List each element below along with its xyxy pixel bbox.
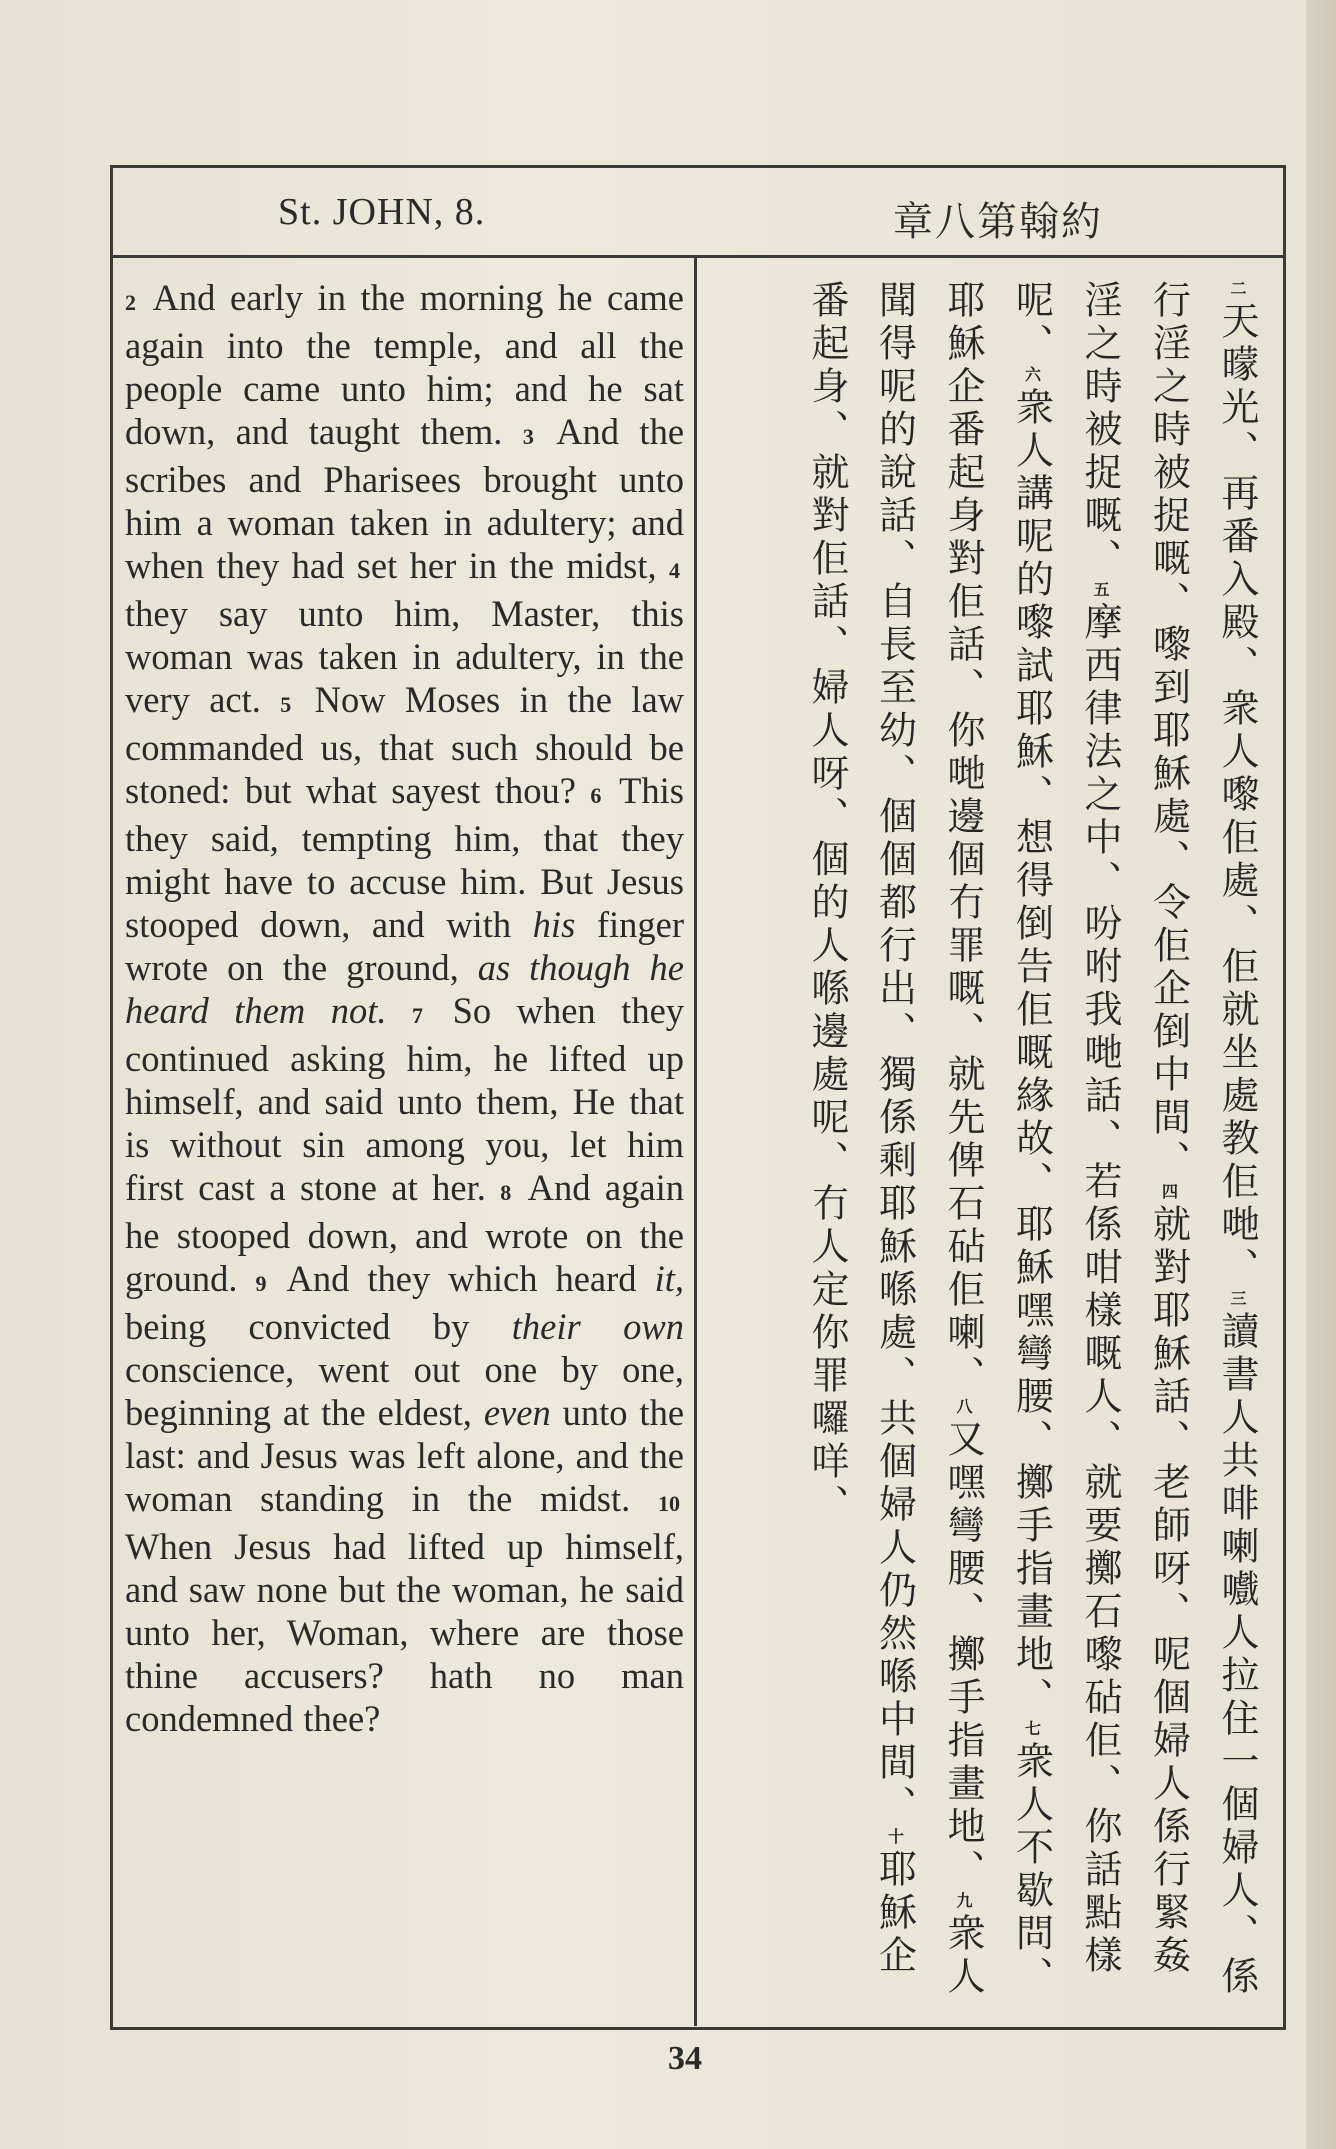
- cn-verse-number-5: 五: [1091, 581, 1110, 602]
- verse-6-italic-2: as though he heard them not.: [125, 947, 685, 1031]
- verse-9-italic-1: it,: [654, 1258, 684, 1299]
- verse-3: And the scribes and Pharisees brought unto him a woman taken in adultery; and when they had set her in the midst,: [125, 411, 685, 586]
- cn-verse-2: 天曚光、再番入殿、衆人嚟佢處、佢就坐處教佢哋、: [1215, 301, 1259, 1290]
- cn-verse-3: 讀書人共啡喇嚱人拉住一個婦人、係行淫之時被捉嘅、嚟到耶穌處、令佢企倒中間、: [1146, 280, 1259, 1999]
- cn-verse-4: 就對耶穌話、老師呀、呢個婦人係行緊姦淫之時被捉嘅、: [1078, 280, 1191, 1978]
- verse-9-part-c: conscience, went out one by one, beginning at the eldest,: [125, 1349, 684, 1433]
- verse-4: they say unto him, Master, this woman was taken in adultery, in the very act.: [125, 593, 684, 720]
- verse-2: And early in the morning he came again into the temple, and all the people came unto him; and he sat down, and taught them.: [125, 277, 684, 452]
- verse-number-3: 3: [522, 424, 534, 449]
- cn-verse-number-3: 三: [1228, 1290, 1247, 1311]
- verse-number-5: 5: [280, 692, 292, 717]
- cn-verse-6: 衆人講呢的嚟試耶穌、想得倒告佢嘅緣故、耶穌嘿彎腰、擲手指畫地、: [1009, 387, 1054, 1720]
- cn-verse-number-4: 四: [1159, 1183, 1179, 1204]
- page-edge: [1306, 0, 1336, 2149]
- verse-7: So when they continued asking him, he lifted up himself, and said unto them, He that is without sin among you, let him first cast a stone at her.: [125, 990, 685, 1208]
- verse-number-4: 4: [669, 558, 680, 583]
- text-frame: [110, 165, 1286, 2030]
- cn-verse-10: 耶穌企番起身、就對佢話、婦人呀、個的人喺邊處呢、冇人定你罪囉咩、: [805, 280, 917, 1978]
- cn-verse-number-10: 十: [885, 1828, 905, 1849]
- verse-10: When Jesus had lifted up himself, and saw none but the woman, he said unto her, Woman, where are those thine accusers? hath no man condemned thee?: [125, 1526, 684, 1739]
- running-header: [113, 168, 1283, 258]
- verse-9-part-a: And they which heard: [286, 1258, 637, 1299]
- cn-verse-number-8: 八: [954, 1398, 973, 1419]
- cn-verse-number-9: 九: [954, 1892, 973, 1913]
- verse-9-part-b: being convicted by: [125, 1306, 470, 1347]
- verse-number-8: 8: [500, 1180, 512, 1205]
- verse-8: And again he stooped down, and wrote on the ground.: [125, 1167, 684, 1299]
- verse-6-part-b: finger wrote on the ground,: [125, 904, 685, 988]
- verse-number-10: 10: [658, 1491, 681, 1516]
- cn-verse-8: 又嘿彎腰、擲手指畫地、: [941, 1419, 985, 1892]
- chinese-column: [697, 258, 1283, 2026]
- cn-verse-9: 衆人聞得呢的說話、自長至幼、個個都行出、獨係剩耶穌喺處、共個婦人仍然喺中間、: [872, 280, 985, 1999]
- cn-verse-7: 衆人不歇問、耶穌企番起身對佢話、你哋邊個冇罪嘅、就先俾石砧佢喇、: [941, 280, 1054, 1999]
- verse-number-6: 6: [590, 783, 602, 808]
- verse-6-part-a: This they said, tempting him, that they might have to accuse him. But Jesus stooped down, and with: [125, 770, 684, 945]
- verse-9-italic-3: even: [483, 1392, 551, 1433]
- verse-5: Now Moses in the law commanded us, that such should be stoned: but what sayest thou?: [125, 679, 685, 811]
- cn-verse-number-6: 六: [1022, 366, 1042, 387]
- chinese-text: [793, 280, 1272, 2020]
- verse-6-italic-1: his: [532, 904, 576, 945]
- chinese-header-title: 約翰第八章: [893, 199, 1103, 245]
- verse-9-italic-2: their own: [511, 1306, 684, 1347]
- verse-number-9: 9: [255, 1271, 267, 1296]
- cn-verse-number-7: 七: [1022, 1720, 1042, 1741]
- page-number: 34: [668, 2040, 702, 2077]
- english-text: [125, 276, 684, 1740]
- english-column: [113, 258, 697, 2026]
- verse-9-part-d: unto the last: and Jesus was left alone, and the woman standing in the midst.: [125, 1392, 685, 1519]
- cn-verse-number-2: 二: [1228, 280, 1247, 301]
- verse-number-2: 2: [125, 290, 136, 315]
- english-header-title: St. JOHN, 8.: [278, 191, 486, 233]
- verse-number-7: 7: [412, 1003, 424, 1028]
- cn-verse-5: 摩西律法之中、吩咐我哋話、若係咁樣嘅人、就要擲石嚟砧佢、你話點樣呢、: [1009, 280, 1122, 1978]
